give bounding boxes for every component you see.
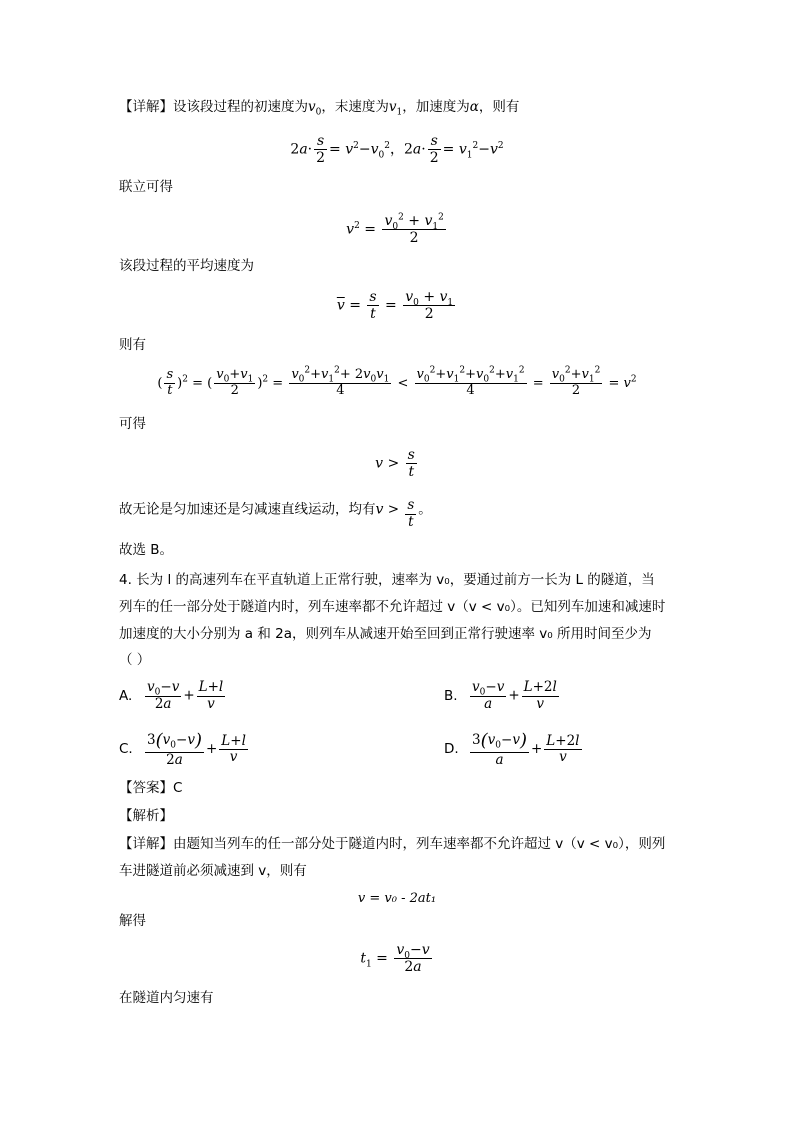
paragraph-2: 联立可得	[119, 179, 173, 195]
analysis-heading: 【解析】	[119, 808, 173, 824]
option-c-label: C.	[119, 741, 133, 758]
equation-4: ( $\frac{s}{t}$ )$^2$ = ( $\frac{v_0+v_1}{2}$ )$^2$ = $\frac{v_0^2+v_1^2+ 2v_0v_1}{4}$ < $\frac{v_0^2+v_1^2+v_0^2+v_1^2}{4}$ = $\frac{v_0^2+v_1^2}{2}$ = $v^2$	[157, 365, 637, 398]
question-4-line-1: 4. 长为 l 的高速列车在平直轨道上正常行驶，速率为 v₀，要通过前方一长为 L 的隧道，当	[119, 572, 655, 588]
equation-5: v > $\frac{s}{t}$	[375, 447, 415, 481]
equation-6: v = v₀ - 2at₁	[357, 891, 437, 906]
equation-2: $v^2$ = $\frac{v_0^2 + v_1^2}{2}$	[346, 212, 444, 247]
option-a: A. $\frac{v_0-v}{2a}$ + $\frac{L+l}{v}$	[119, 679, 224, 712]
last-line: 在隧道内匀速有	[119, 990, 214, 1006]
question-4-line-4: （ ）	[119, 652, 151, 668]
conclusion-suffix: 。	[418, 501, 432, 518]
answer-line: 【答案】C	[119, 780, 183, 796]
question-4-line-3: 加速度的大小分别为 a 和 2a，则列车从减速开始至回到正常行驶速率 v₀ 所用时间至少为	[119, 626, 652, 642]
option-b-label: B.	[444, 687, 458, 704]
intro-line: 【详解】设该段过程的初速度为$v_0$，末速度为$v_1$，加速度为α，则有	[119, 99, 520, 118]
intro-mid1: ，末速度为	[321, 99, 389, 115]
option-d-label: D.	[444, 741, 459, 758]
option-b: B. $\frac{v_0-v}{a}$ + $\frac{L+2l}{v}$	[444, 679, 557, 712]
intro-mid2: ，加速度为	[402, 99, 470, 115]
conclusion-prefix: 故无论是匀加速还是匀减速直线运动，均有	[119, 501, 376, 518]
intro-suffix: ，则有	[478, 99, 520, 115]
equation-1: 2a· $\frac{s}{2}$ = $v^2-v_0^2$，2a· $\frac{s}{2}$ = $v_1^2-v^2$	[290, 133, 504, 167]
choice-line: 故选 B。	[119, 542, 174, 558]
paragraph-5: 可得	[119, 416, 146, 432]
option-d: D. $\frac{3(v_0-v)}{a}$ + $\frac{L+2l}{v}$	[444, 730, 580, 768]
detail-line-1: 【详解】由题知当列车的任一部分处于隧道内时，列车速率都不允许超过 v（v < v₀），则列	[119, 836, 666, 852]
question-4-line-2: 列车的任一部分处于隧道内时，列车速率都不允许超过 v（v < v₀）。已知列车加速和减速时	[119, 599, 666, 615]
option-a-label: A.	[119, 687, 133, 704]
equation-7: $t_1$ = $\frac{v_0-v}{2a}$	[360, 942, 430, 976]
equation-3: $\overline{v}$ = $\frac{s}{t}$ = $\frac{v_0 + v_1}{2}$	[336, 289, 454, 323]
paragraph-4: 则有	[119, 337, 146, 353]
conclusion-line: 故无论是匀加速还是匀减速直线运动，均有v > $\frac{s}{t}$ 。	[119, 497, 432, 530]
detail-line-2: 车进隧道前必须减速到 v，则有	[119, 863, 307, 879]
paragraph-3: 该段过程的平均速度为	[119, 258, 254, 274]
intro-prefix: 【详解】设该段过程的初速度为	[119, 99, 308, 115]
solve-line: 解得	[119, 913, 146, 929]
option-c: C. $\frac{3(v_0-v)}{2a}$ + $\frac{L+l}{v}$	[119, 730, 246, 768]
